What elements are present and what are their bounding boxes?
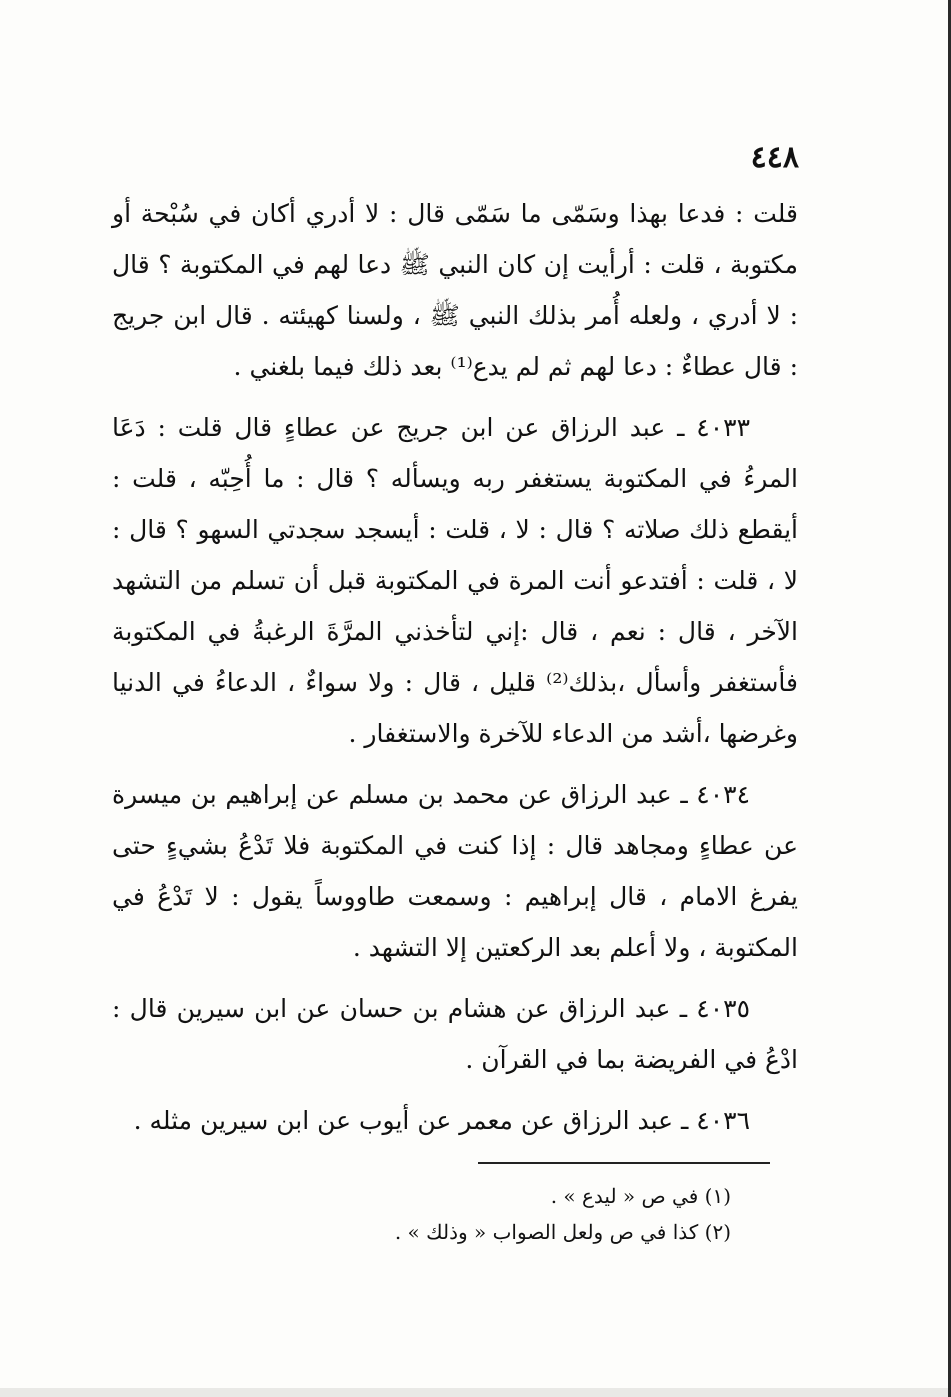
page-number: ٤٤٨	[750, 140, 799, 175]
footnote-1: (١) في ص « ليدع » .	[550, 1184, 731, 1208]
hadith-4033: ٤٠٣٣ ـ عبد الرزاق عن ابن جريج عن عطاءٍ قال قلت : دَعَا المرءُ في المكتوبة يستغفر ربه ويسأله ؟ قال : ما أُحِبّه ، قلت : أيقطع ذلك صلاته ؟ قال : لا ، قلت : أيسجد سجدتي السهو ؟ قال : لا ، قلت : أفتدعو أنت المرة في المكتوبة قبل أن تسلم من التشهد الآخر ، قال : نعم ، قال :إني لتأخذني المرَّةَ الرغبةُ في المكتوبة فأستغفر وأسأل ،بذلك⁽²⁾ قليل ، قال : ولا سواءٌ ، الدعاءُ في الدنيا وغرضها ،أشد من الدعاء للآخرة والاستغفار .	[112, 413, 798, 748]
footnotes	[231, 1178, 731, 1250]
footnote-2: (٢) كذا في ص ولعل الصواب « وذلك » .	[394, 1220, 731, 1244]
hadith-4034: ٤٠٣٤ ـ عبد الرزاق عن محمد بن مسلم عن إبراهيم بن ميسرة عن عطاءٍ ومجاهد قال : إذا كنت في المكتوبة فلا تَدْعُ بشيءٍ حتى يفرغ الامام ، قال إبراهيم : وسمعت طاووساً يقول : لا تَدْعُ في المكتوبة ، ولا أعلم بعد الركعتين إلا التشهد .	[112, 780, 798, 962]
footnote-divider	[478, 1162, 770, 1164]
scan-bottom-edge	[0, 1388, 951, 1397]
main-text	[112, 188, 798, 1156]
hadith-4035: ٤٠٣٥ ـ عبد الرزاق عن هشام بن حسان عن ابن سيرين قال : ادْعُ في الفريضة بما في القرآن .	[112, 994, 798, 1074]
paragraph-continuation: قلت : فدعا بهذا وسَمّى ما سَمّى قال : لا أدري أكان في سُبْحة أو مكتوبة ، قلت : أرأيت إن كان النبي ﷺ دعا لهم في المكتوبة ؟ قال : لا أدري ، ولعله أُمر بذلك النبي ﷺ ، ولسنا كهيئته . قال ابن جريج : قال عطاءٌ : دعا لهم ثم لم يدع⁽¹⁾ بعد ذلك فيما بلغني .	[112, 199, 798, 381]
hadith-4036: ٤٠٣٦ ـ عبد الرزاق عن معمر عن أيوب عن ابن سيرين مثله .	[133, 1106, 750, 1135]
